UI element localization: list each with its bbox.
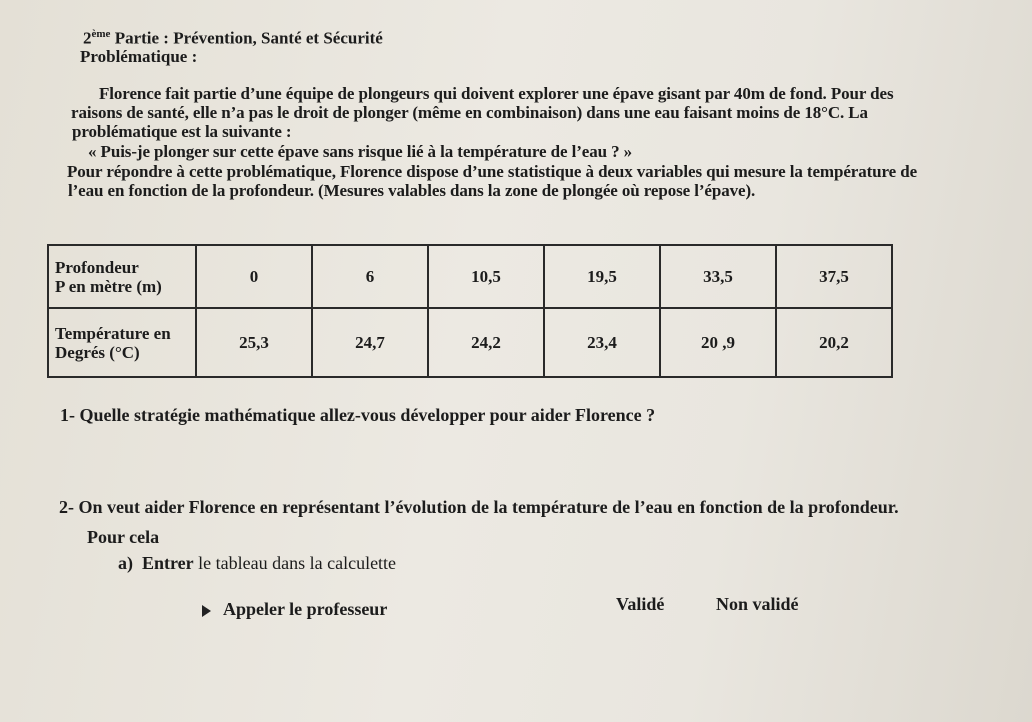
table-cell: 25,3 — [196, 308, 312, 377]
table-row-temperature — [48, 308, 892, 377]
subquestion-a-rest: le tableau dans la calculette — [193, 553, 397, 573]
question-quote: « Puis-je plonger sur cette épave sans risque lié à la température de l’eau ? » — [88, 142, 633, 161]
row-header-temperature-line1: Température en — [55, 323, 171, 343]
table-cell: 10,5 — [428, 245, 544, 308]
question-1: 1- Quelle stratégie mathématique allez-vous développer pour aider Florence ? — [60, 405, 656, 425]
table-cell: 24,2 — [428, 308, 544, 377]
table-cell: 37,5 — [776, 245, 892, 308]
row-header-temperature-line2: Degrés (°C) — [55, 342, 140, 362]
table-cell: 19,5 — [544, 245, 660, 308]
row-header-depth-line1: Profondeur — [55, 257, 139, 277]
table-cell: 0 — [196, 245, 312, 308]
paragraph-line-6: l’eau en fonction de la profondeur. (Mesures valables dans la zone de plongée où repose l’épave). — [68, 181, 756, 200]
table-cell: 6 — [312, 245, 428, 308]
table-cell: 20,2 — [776, 308, 892, 377]
table-row-depth — [48, 245, 892, 308]
section-title-text: Partie : Prévention, Santé et Sécurité — [110, 28, 383, 48]
table-cell: 24,7 — [312, 308, 428, 377]
subquestion-a-bold: Entrer — [142, 553, 194, 573]
paragraph-line-3: problématique est la suivante : — [72, 122, 292, 141]
table-cell: 23,4 — [544, 308, 660, 377]
call-professor-label: Appeler le professeur — [223, 599, 388, 619]
validated-label: Validé — [616, 594, 665, 614]
paragraph-line-2: raisons de santé, elle n’a pas le droit de plonger (même en combinaison) dans une eau faisant moins de 18°C. La — [71, 103, 868, 122]
row-header-depth-line2: P en mètre (m) — [55, 276, 162, 296]
section-title — [83, 28, 383, 49]
row-header-temperature — [48, 308, 196, 377]
depth-temperature-table — [47, 244, 893, 378]
arrowhead-bullet-icon — [202, 605, 211, 617]
table-cell: 33,5 — [660, 245, 776, 308]
subquestion-a-label: a) — [118, 553, 133, 573]
paragraph-line-5: Pour répondre à cette problématique, Florence dispose d’une statistique à deux variables qui mesure la température de — [67, 162, 918, 181]
subquestion-a — [118, 553, 396, 574]
problematique-label: Problématique : — [80, 47, 198, 66]
question-2-continuation: Pour cela — [87, 527, 160, 547]
question-2: 2- On veut aider Florence en représentant l’évolution de la température de l’eau en fonction de la profondeur. — [59, 497, 899, 517]
section-number: 2 — [83, 28, 92, 48]
section-number-suffix: ème — [91, 28, 111, 40]
not-validated-label: Non validé — [716, 594, 799, 614]
call-professor-item — [202, 599, 387, 620]
table-cell: 20 ,9 — [660, 308, 776, 377]
row-header-depth — [48, 245, 196, 308]
paragraph-line-1: Florence fait partie d’une équipe de plongeurs qui doivent explorer une épave gisant par 40m de fond. Pour des — [99, 84, 894, 103]
